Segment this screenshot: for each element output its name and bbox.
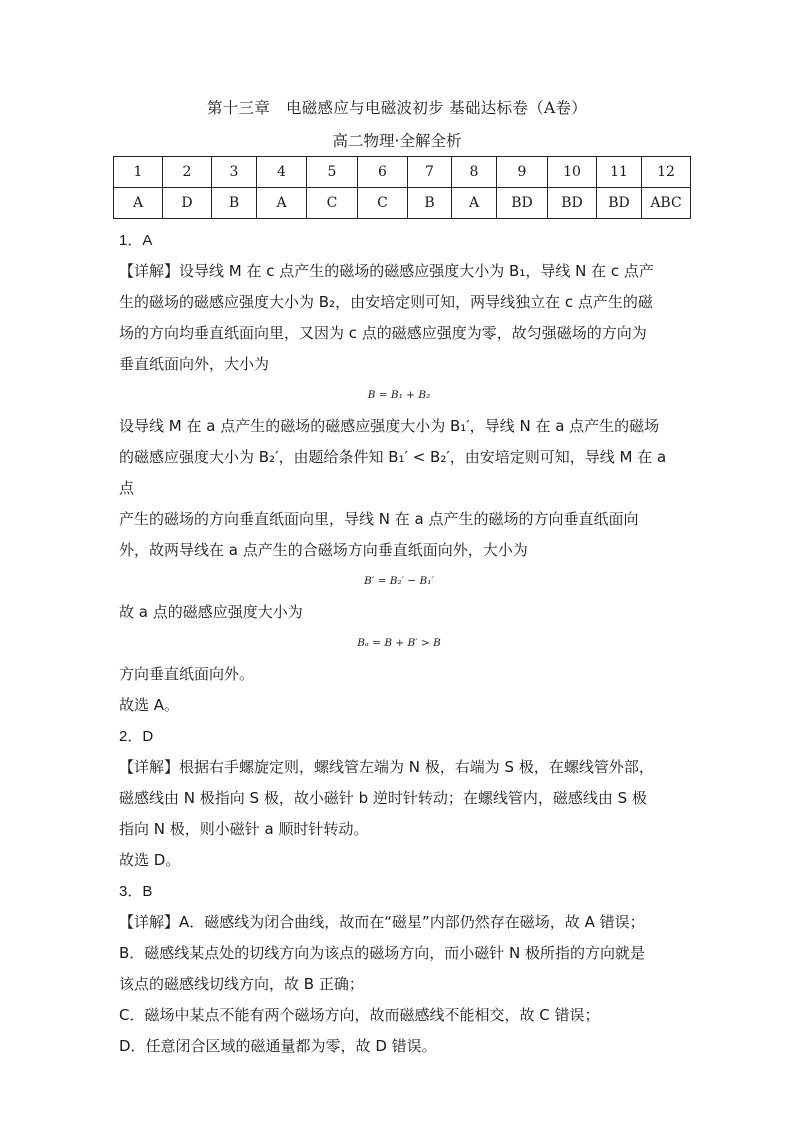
q3-line: C．磁场中某点不能有两个磁场方向，故而磁感线不能相交，故 C 错误； — [119, 1006, 600, 1024]
solutions-body — [119, 225, 679, 1062]
page-subtitle: 高二物理·全解全析 — [332, 132, 462, 150]
table-cell: 1 — [114, 157, 163, 188]
table-cell: A — [452, 188, 497, 219]
q2-conclusion: 故选 D。 — [119, 851, 181, 869]
q1-line: 设导线 M 在 a 点产生的磁场的磁感应强度大小为 B₁′，导线 N 在 a 点产生的磁场 — [119, 417, 660, 435]
answer-table-numbers-row — [114, 157, 691, 188]
table-cell: 7 — [408, 157, 452, 188]
q1-line: 生的磁场的磁感应强度大小为 B₂，由安培定则可知，两导线独立在 c 点产生的磁 — [119, 293, 653, 311]
table-cell: C — [307, 188, 358, 219]
q1-line: 场的方向均垂直纸面向里，又因为 c 点的磁感应强度为零，故匀强磁场的方向为 — [119, 324, 647, 342]
q2-line: 磁感线由 N 极指向 S 极，故小磁针 b 逆时针转动；在螺线管内，磁感线由 S 极 — [119, 789, 647, 807]
table-cell: 3 — [212, 157, 257, 188]
table-cell: 4 — [257, 157, 307, 188]
table-cell: B — [212, 188, 257, 219]
q3-line: B．磁感线某点处的切线方向为该点的磁场方向，而小磁针 N 极所指的方向就是 — [119, 944, 646, 962]
answer-table-answers-row — [114, 188, 691, 219]
table-cell: 9 — [497, 157, 548, 188]
table-cell: ABC — [642, 188, 691, 219]
table-cell: A — [114, 188, 163, 219]
table-cell: C — [358, 188, 408, 219]
q1-formula-1: B = B₁ + B₂ — [367, 389, 431, 401]
q1-heading: 1．A — [119, 232, 153, 249]
table-cell: 10 — [548, 157, 597, 188]
q3-heading: 3．B — [119, 883, 153, 900]
table-cell: BD — [597, 188, 642, 219]
table-cell: 12 — [642, 157, 691, 188]
q1-conclusion: 故选 A。 — [119, 696, 180, 714]
answer-table — [113, 156, 691, 219]
table-cell: BD — [548, 188, 597, 219]
q1-line: 产生的磁场的方向垂直纸面向里，导线 N 在 a 点产生的磁场的方向垂直纸面向 — [119, 510, 639, 528]
q1-line: 【详解】设导线 M 在 c 点产生的磁场的磁感应强度大小为 B₁，导线 N 在 c 点产 — [119, 262, 654, 280]
table-cell: 5 — [307, 157, 358, 188]
q2-line: 指向 N 极，则小磁针 a 顺时针转动。 — [119, 820, 369, 838]
table-cell: D — [163, 188, 212, 219]
q1-line: 垂直纸面向外，大小为 — [119, 355, 270, 373]
q1-formula-2: B′ = B₂′ − B₁′ — [364, 575, 434, 587]
table-cell: BD — [497, 188, 548, 219]
q1-line: 方向垂直纸面向外。 — [119, 665, 255, 683]
q3-line: 该点的磁感线切线方向，故 B 正确； — [119, 975, 364, 993]
table-cell: 6 — [358, 157, 408, 188]
q1-line: 故 a 点的磁感应强度大小为 — [119, 603, 303, 621]
q1-line: 的磁感应强度大小为 B₂′，由题给条件知 B₁′ < B₂′，由安培定则可知，导线 M 在 a 点 — [119, 448, 667, 497]
q2-heading: 2．D — [119, 728, 154, 745]
table-cell: 2 — [163, 157, 212, 188]
table-cell: B — [408, 188, 452, 219]
table-cell: 11 — [597, 157, 642, 188]
q2-line: 【详解】根据右手螺旋定则，螺线管左端为 N 极，右端为 S 极，在螺线管外部， — [119, 758, 654, 776]
table-cell: A — [257, 188, 307, 219]
table-cell: 8 — [452, 157, 497, 188]
q3-line: D．任意闭合区域的磁通量都为零，故 D 错误。 — [119, 1037, 437, 1055]
page-title: 第十三章 电磁感应与电磁波初步 基础达标卷（A卷） — [206, 99, 588, 117]
q3-line: 【详解】A．磁感线为闭合曲线，故而在“磁星”内部仍然存在磁场，故 A 错误； — [119, 913, 645, 931]
q1-formula-3: Bₐ = B + B′ > B — [357, 637, 441, 649]
q1-line: 外，故两导线在 a 点产生的合磁场方向垂直纸面向外，大小为 — [119, 541, 528, 559]
